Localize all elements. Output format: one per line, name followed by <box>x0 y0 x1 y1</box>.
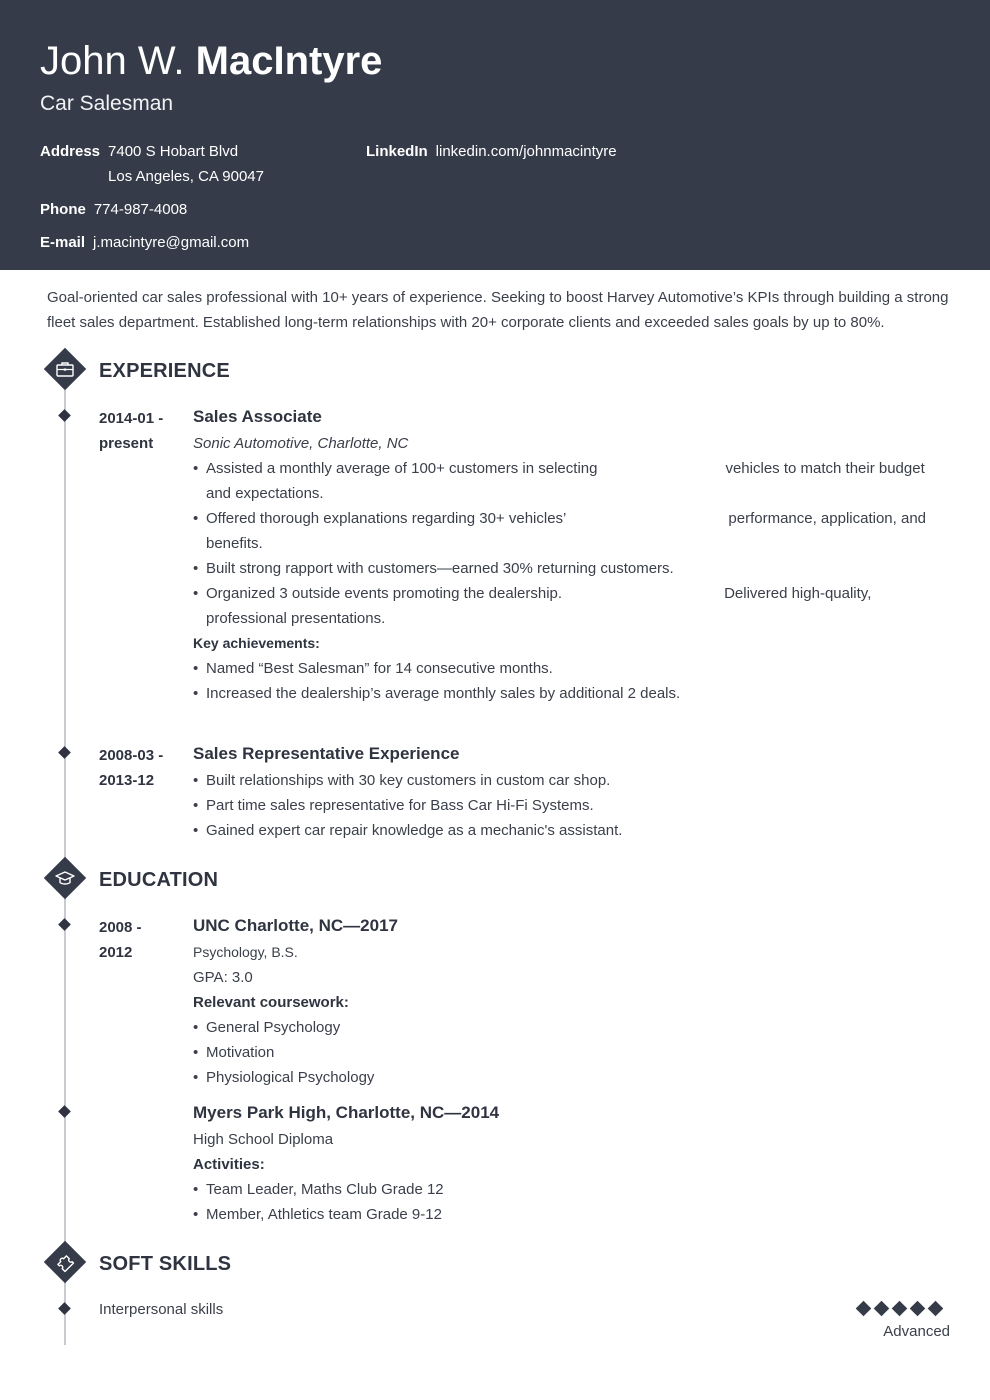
list-item: • Assisted a monthly average of 100+ customers in selecting vehicles to match their budget and expectations. <box>193 456 953 506</box>
list-item: • Named “Best Salesman” for 14 consecutive months. <box>193 656 953 681</box>
date-end: 2012 <box>99 944 133 961</box>
gpa: GPA: 3.0 <box>193 969 253 986</box>
linkedin-link[interactable]: linkedin.com/johnmacintyre <box>435 143 617 160</box>
date-start: 2008 - <box>99 919 142 936</box>
email-label: E-mail <box>40 234 86 251</box>
contact-address <box>40 139 264 189</box>
timeline-dot <box>58 918 71 931</box>
job-date <box>99 406 163 456</box>
puzzle-icon <box>54 1251 76 1273</box>
list-item: • Member, Athletics team Grade 9-12 <box>193 1202 953 1227</box>
list-item: • Increased the dealership’s average monthly sales by additional 2 deals. <box>193 681 953 706</box>
job-role: Sales Associate <box>193 407 322 426</box>
email-link[interactable]: j.macintyre@gmail.com <box>93 234 250 251</box>
contact-email <box>40 230 249 255</box>
candidate-name <box>40 38 382 84</box>
list-item: • Physiological Psychology <box>193 1065 953 1090</box>
phone-value: 774-987-4008 <box>93 201 188 218</box>
job-title: Car Salesman <box>40 92 174 115</box>
soft-skills-heading: SOFT SKILLS <box>99 1253 232 1275</box>
school-name: UNC Charlotte, NC—2017 <box>193 916 398 935</box>
contact-phone <box>40 197 187 222</box>
list-item: • Organized 3 outside events promoting the dealership. Delivered high-quality, professional presentations. <box>193 581 953 631</box>
list-item: • Built strong rapport with customers—earned 30% returning customers. <box>193 556 953 581</box>
job-duties <box>193 456 953 631</box>
date-start: 2008-03 - <box>99 747 164 764</box>
skill-rating <box>858 1303 941 1314</box>
date-end: present <box>99 435 154 452</box>
edu-date <box>99 915 142 965</box>
achievements-list <box>193 656 953 706</box>
rating-diamond <box>874 1301 890 1317</box>
list-item: • General Psychology <box>193 1015 953 1040</box>
address-label: Address <box>40 143 101 160</box>
address-line-2: Los Angeles, CA 90047 <box>108 168 264 185</box>
rating-diamond <box>856 1301 872 1317</box>
job-entry <box>193 741 953 843</box>
school-name: Myers Park High, Charlotte, NC—2014 <box>193 1103 500 1122</box>
last-name: MacIntyre <box>195 39 383 83</box>
activities-list <box>193 1177 953 1227</box>
coursework-label: Relevant coursework: <box>193 994 349 1011</box>
list-item: • Motivation <box>193 1040 953 1065</box>
coursework-list <box>193 1015 953 1090</box>
timeline-dot <box>58 1105 71 1118</box>
job-company: Sonic Automotive, Charlotte, NC <box>193 435 409 452</box>
degree: High School Diploma <box>193 1131 334 1148</box>
contact-linkedin <box>366 139 617 164</box>
list-item: • Built relationships with 30 key customers in custom car shop. <box>193 768 953 793</box>
education-entry <box>193 1100 953 1227</box>
job-role: Sales Representative Experience <box>193 744 460 763</box>
rating-diamond <box>892 1301 908 1317</box>
degree: Psychology, B.S. <box>193 944 298 960</box>
address-line-1: 7400 S Hobart Blvd <box>108 143 239 160</box>
education-heading: EDUCATION <box>99 869 219 891</box>
job-duties <box>193 768 953 843</box>
resume-header <box>0 0 990 270</box>
profile-summary: Goal-oriented car sales professional with 10+ years of experience. Seeking to boost Harvey Automotive’s KPIs through building a strong fleet sales department. Established long-term relationships with 20+ corporate clients and exceeded sales goals by up to 80%. <box>47 289 949 331</box>
rating-diamond <box>910 1301 926 1317</box>
list-item: • Part time sales representative for Bass Car Hi-Fi Systems. <box>193 793 953 818</box>
timeline-dot <box>58 746 71 759</box>
list-item: • Gained expert car repair knowledge as a mechanic's assistant. <box>193 818 953 843</box>
experience-heading: EXPERIENCE <box>99 360 230 382</box>
linkedin-label: LinkedIn <box>366 143 428 160</box>
rating-diamond <box>928 1301 944 1317</box>
date-end: 2013-12 <box>99 772 155 789</box>
briefcase-icon <box>54 358 76 380</box>
skill-name: Interpersonal skills <box>99 1301 224 1318</box>
list-item: • Team Leader, Maths Club Grade 12 <box>193 1177 953 1202</box>
job-date <box>99 743 163 793</box>
job-entry <box>193 404 953 706</box>
achievements-label: Key achievements: <box>193 635 320 651</box>
skill-level: Advanced <box>883 1323 950 1340</box>
graduation-cap-icon <box>54 867 76 889</box>
education-entry <box>193 913 953 1090</box>
phone-label: Phone <box>40 201 86 218</box>
first-name: John W. <box>40 39 185 83</box>
timeline-dot <box>58 1302 71 1315</box>
activities-label: Activities: <box>193 1156 265 1173</box>
date-start: 2014-01 - <box>99 410 164 427</box>
timeline-dot <box>58 409 71 422</box>
list-item: • Offered thorough explanations regarding 30+ vehicles’ performance, application, and benefits. <box>193 506 953 556</box>
